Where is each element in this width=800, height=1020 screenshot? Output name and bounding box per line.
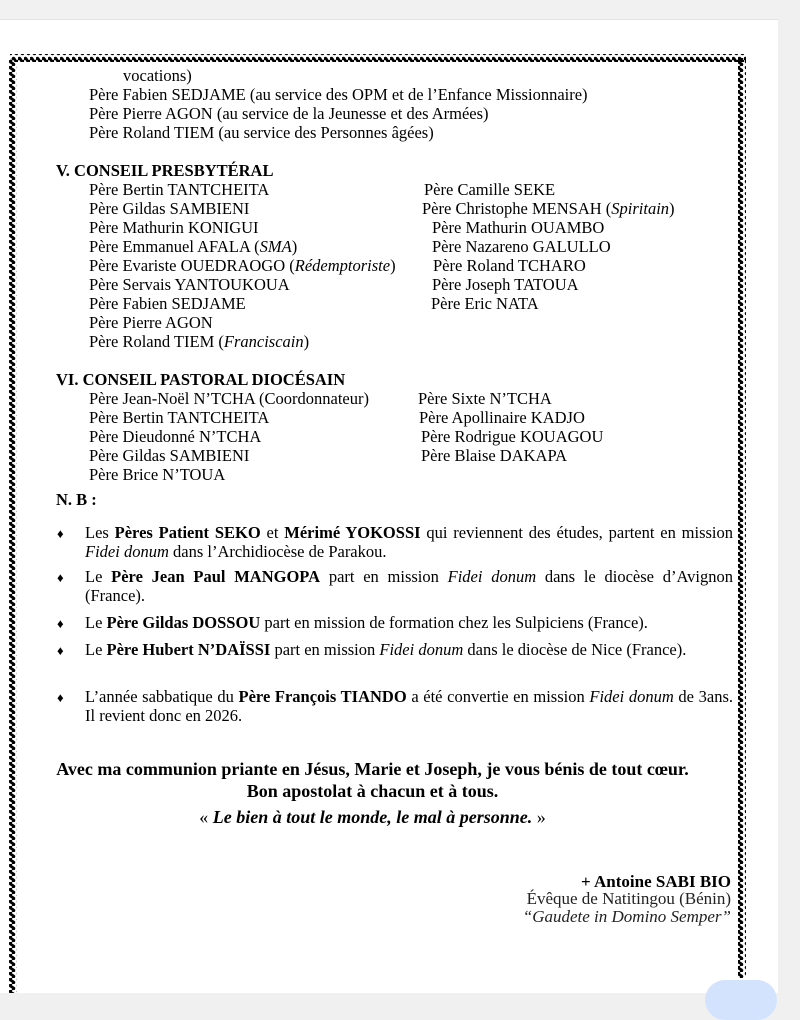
- member-name: Père Pierre AGON: [89, 313, 213, 332]
- signature-name: + Antoine SABI BIO: [581, 872, 731, 891]
- diamond-bullet-icon: ♦: [57, 690, 64, 705]
- member-name: Père Mathurin KONIGUI: [89, 218, 259, 237]
- member-name: Père Sixte N’TCHA: [418, 389, 552, 408]
- closing-wish: Bon apostolat à chacun et à tous.: [246, 781, 499, 801]
- nb-item: Les Pères Patient SEKO et Mérimé YOKOSSI qui reviennent des études, partent en mission Fidei donum dans l’Archidiocèse de Parakou.: [85, 523, 733, 561]
- member-name: Père Gildas SAMBIENI: [89, 446, 250, 465]
- member-name: Père Gildas SAMBIENI: [89, 199, 250, 218]
- member-name: Père Servais YANTOUKOUA: [89, 275, 290, 294]
- section-heading: VI. CONSEIL PASTORAL DIOCÉSAIN: [56, 370, 346, 389]
- member-name: Père Camille SEKE: [424, 180, 556, 199]
- member-name: Père Mathurin OUAMBO: [432, 218, 605, 237]
- text-line: Père Fabien SEDJAME (au service des OPM et de l’Enfance Missionnaire): [89, 85, 588, 104]
- member-name: Père Nazareno GALULLO: [432, 237, 611, 256]
- text-line: Père Pierre AGON (au service de la Jeunesse et des Armées): [89, 104, 489, 123]
- member-name: Père Blaise DAKAPA: [421, 446, 568, 465]
- nb-item: Le Père Jean Paul MANGOPA part en mission Fidei donum dans le diocèse d’Avignon (France).: [85, 567, 733, 605]
- nb-item: L’année sabbatique du Père François TIANDO a été convertie en mission Fidei donum de 3ans. Il revient donc en 2026.: [85, 687, 733, 725]
- member-name: Père Dieudonné N’TCHA: [89, 427, 262, 446]
- text-line: vocations): [123, 66, 192, 85]
- diamond-bullet-icon: ♦: [57, 643, 64, 658]
- nb-item: Le Père Hubert N’DAÏSSI part en mission Fidei donum dans le diocèse de Nice (France).: [85, 640, 687, 659]
- floating-action-button[interactable]: [705, 980, 777, 1020]
- closing-blessing: Avec ma communion priante en Jésus, Marie et Joseph, je vous bénis de tout cœur.: [56, 759, 689, 779]
- closing-motto: « Le bien à tout le monde, le mal à personne. »: [199, 807, 546, 827]
- member-name: Père Fabien SEDJAME: [89, 294, 246, 313]
- member-name: Père Christophe MENSAH (Spiritain): [422, 199, 675, 218]
- section-heading: V. CONSEIL PRESBYTÉRAL: [56, 161, 274, 180]
- diamond-bullet-icon: ♦: [57, 616, 64, 631]
- member-name: Père Bertin TANTCHEITA: [89, 180, 270, 199]
- member-name: Père Joseph TATOUA: [432, 275, 579, 294]
- member-name: Père Apollinaire KADJO: [419, 408, 585, 427]
- member-name: Père Roland TCHARO: [433, 256, 586, 275]
- member-name: Père Roland TIEM (Franciscain): [89, 332, 310, 351]
- signature-title: Évêque de Natitingou (Bénin): [526, 889, 731, 908]
- nb-heading: N. B :: [56, 490, 97, 509]
- nb-item: Le Père Gildas DOSSOU part en mission de formation chez les Sulpiciens (France).: [85, 613, 648, 632]
- member-name: Père Emmanuel AFALA (SMA): [89, 237, 298, 256]
- member-name: Père Eric NATA: [431, 294, 539, 313]
- member-name: Père Brice N’TOUA: [89, 465, 226, 484]
- signature-motto: “Gaudete in Domino Semper”: [522, 907, 731, 926]
- member-name: Père Jean-Noël N’TCHA (Coordonnateur): [89, 389, 369, 408]
- diamond-bullet-icon: ♦: [57, 526, 64, 541]
- member-name: Père Rodrigue KOUAGOU: [421, 427, 604, 446]
- member-name: Père Evariste OUEDRAOGO (Rédemptoriste): [89, 256, 396, 275]
- text-line: Père Roland TIEM (au service des Personnes âgées): [89, 123, 434, 142]
- member-name: Père Bertin TANTCHEITA: [89, 408, 270, 427]
- diamond-bullet-icon: ♦: [57, 570, 64, 585]
